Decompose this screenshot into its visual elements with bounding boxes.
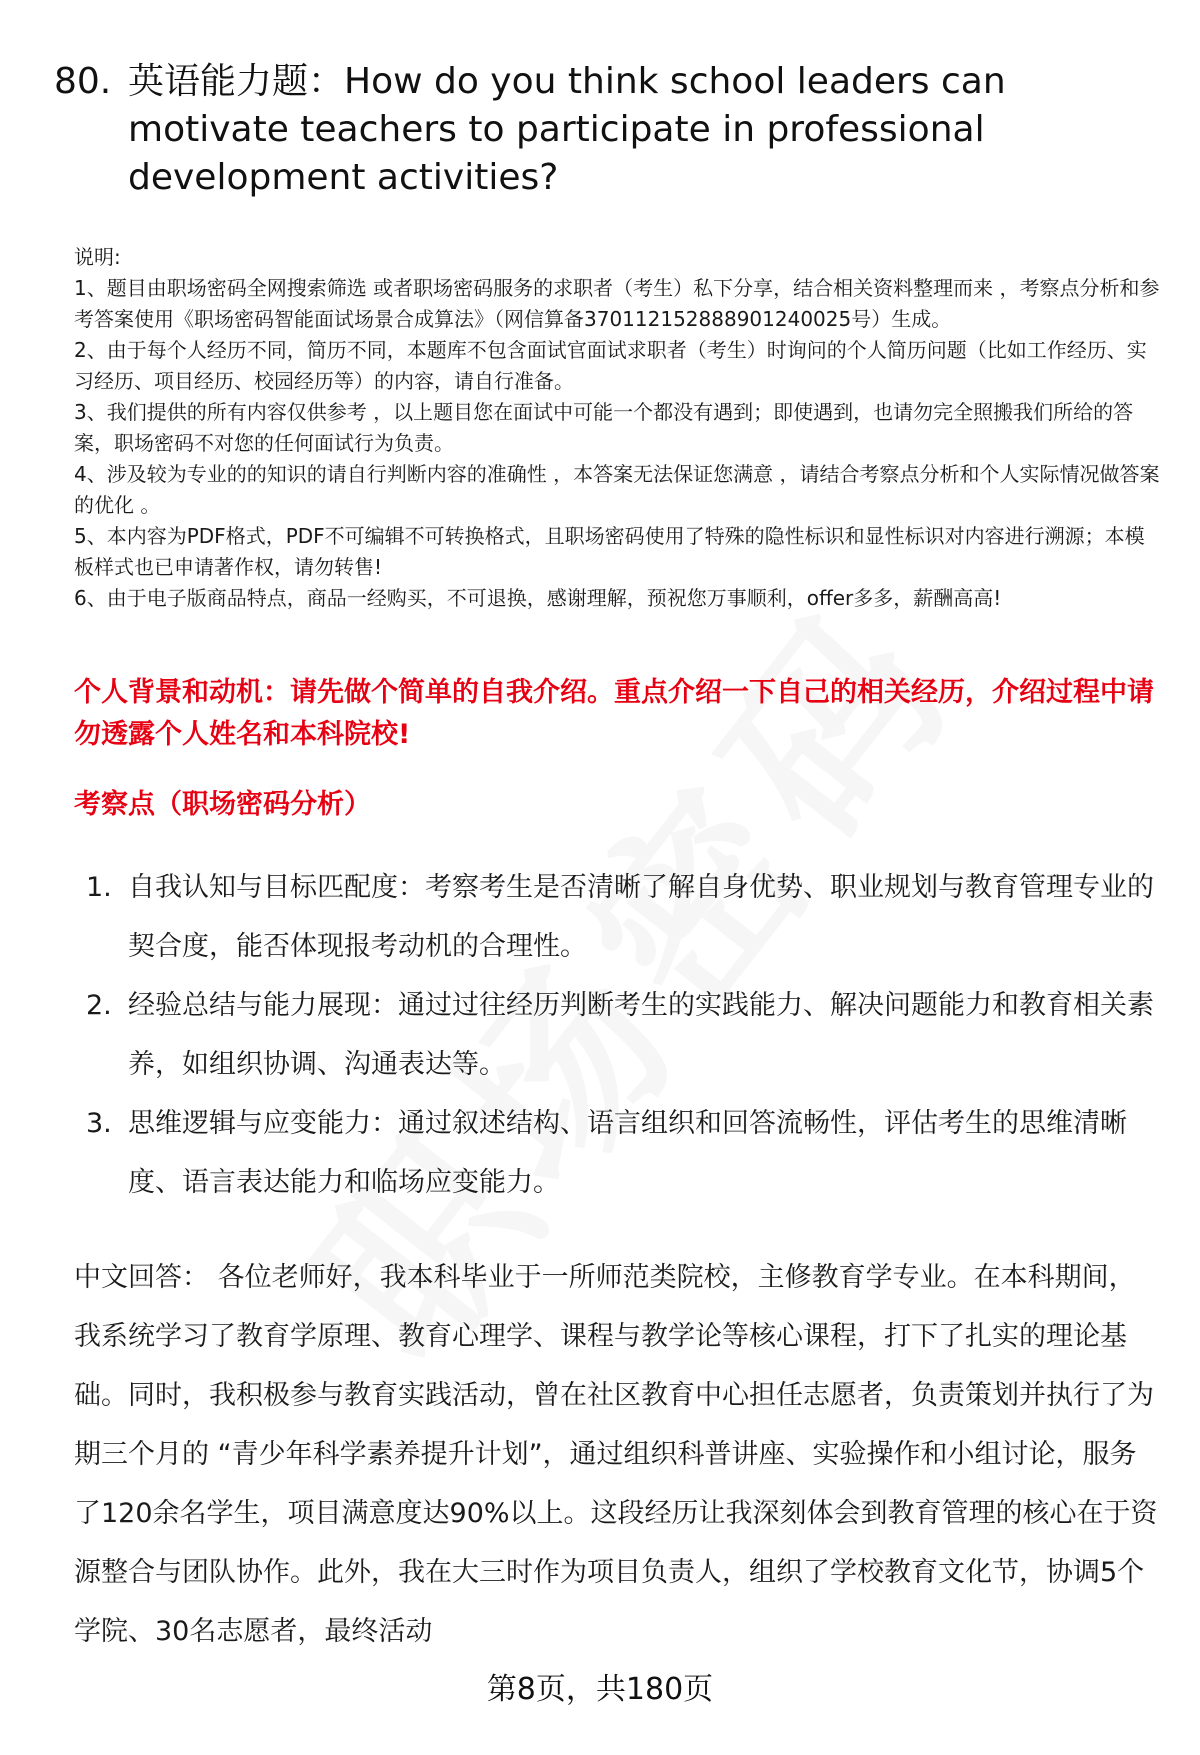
chinese-answer: 中文回答： 各位老师好，我本科毕业于一所师范类院校，主修教育学专业。在本科期间，我系统学习了教育学原理、教育心理学、课程与教学论等核心课程，打下了扎实的理论基础。同时，我积极参与教育实践活动，曾在社区教育中心担任志愿者，负责策划并执行了为期三个月的 “青少年科学素养提升计划”，通过组织科普讲座、实验操作和小组讨论，服务了120余名学生，项目满意度达90%以上。这段经历让我深刻体会到教育管理的核心在于资源整合与团队协作。此外，我在大三时作为项目负责人，组织了学校教育文化节，协调5个学院、30名志愿者，最终活动 — [74, 1262, 1158, 1647]
point-number: 1. — [86, 872, 112, 903]
point-text: 自我认知与目标匹配度：考察考生是否清晰了解自身优势、职业规划与教育管理专业的契合度，能否体现报考动机的合理性。 — [128, 872, 1154, 962]
note-item: 2、由于每个人经历不同，简历不同，本题库不包含面试官面试求职者（考生）时询问的个人简历问题（比如工作经历、实习经历、项目经历、校园经历等）的内容，请自行准备。 — [74, 338, 1147, 393]
note-item: 1、题目由职场密码全网搜索筛选 或者职场密码服务的求职者（考生）私下分享，结合相关资料整理而来 ，考察点分析和参考答案使用《职场密码智能面试场景合成算法》（网信算备370112152888901240025号）生成。 — [74, 276, 1160, 331]
list-item — [74, 976, 1160, 1094]
page-footer: 第8页，共180页 — [486, 1672, 714, 1707]
notes-section — [74, 242, 1160, 614]
point-number: 3. — [86, 1108, 112, 1139]
note-item: 6、由于电子版商品特点，商品一经购买，不可退换，感谢理解，预祝您万事顺利，offer多多，薪酬高高! — [74, 586, 1002, 610]
note-item: 4、涉及较为专业的的知识的请自行判断内容的准确性 ，本答案无法保证您满意 ，请结合考察点分析和个人实际情况做答案的优化 。 — [74, 462, 1160, 517]
analysis-points — [74, 858, 1160, 1212]
note-item: 5、本内容为PDF格式，PDF不可编辑不可转换格式，且职场密码使用了特殊的隐性标识和显性标识对内容进行溯源；本模板样式也已申请著作权，请勿转售! — [74, 524, 1145, 579]
analysis-heading: 考察点（职场密码分析） — [74, 789, 371, 820]
question-title — [54, 58, 1154, 202]
background-heading: 个人背景和动机：请先做个简单的自我介绍。重点介绍一下自己的相关经历，介绍过程中请勿透露个人姓名和本科院校! — [74, 677, 1154, 750]
notes-title: 说明: — [74, 245, 121, 269]
point-number: 2. — [86, 990, 112, 1021]
point-text: 思维逻辑与应变能力：通过叙述结构、语言组织和回答流畅性，评估考生的思维清晰度、语言表达能力和临场应变能力。 — [128, 1108, 1127, 1198]
question-number: 80. — [54, 61, 112, 102]
note-item: 3、我们提供的所有内容仅供参考 ，以上题目您在面试中可能一个都没有遇到；即使遇到，也请勿完全照搬我们所给的答案，职场密码不对您的任何面试行为负责。 — [74, 400, 1134, 455]
list-item — [74, 1094, 1160, 1212]
question-text: 英语能力题：How do you think school leaders can motivate teachers to participate in professional development activities? — [128, 61, 1006, 198]
list-item — [74, 858, 1160, 976]
point-text: 经验总结与能力展现：通过过往经历判断考生的实践能力、解决问题能力和教育相关素养，如组织协调、沟通表达等。 — [128, 990, 1154, 1080]
